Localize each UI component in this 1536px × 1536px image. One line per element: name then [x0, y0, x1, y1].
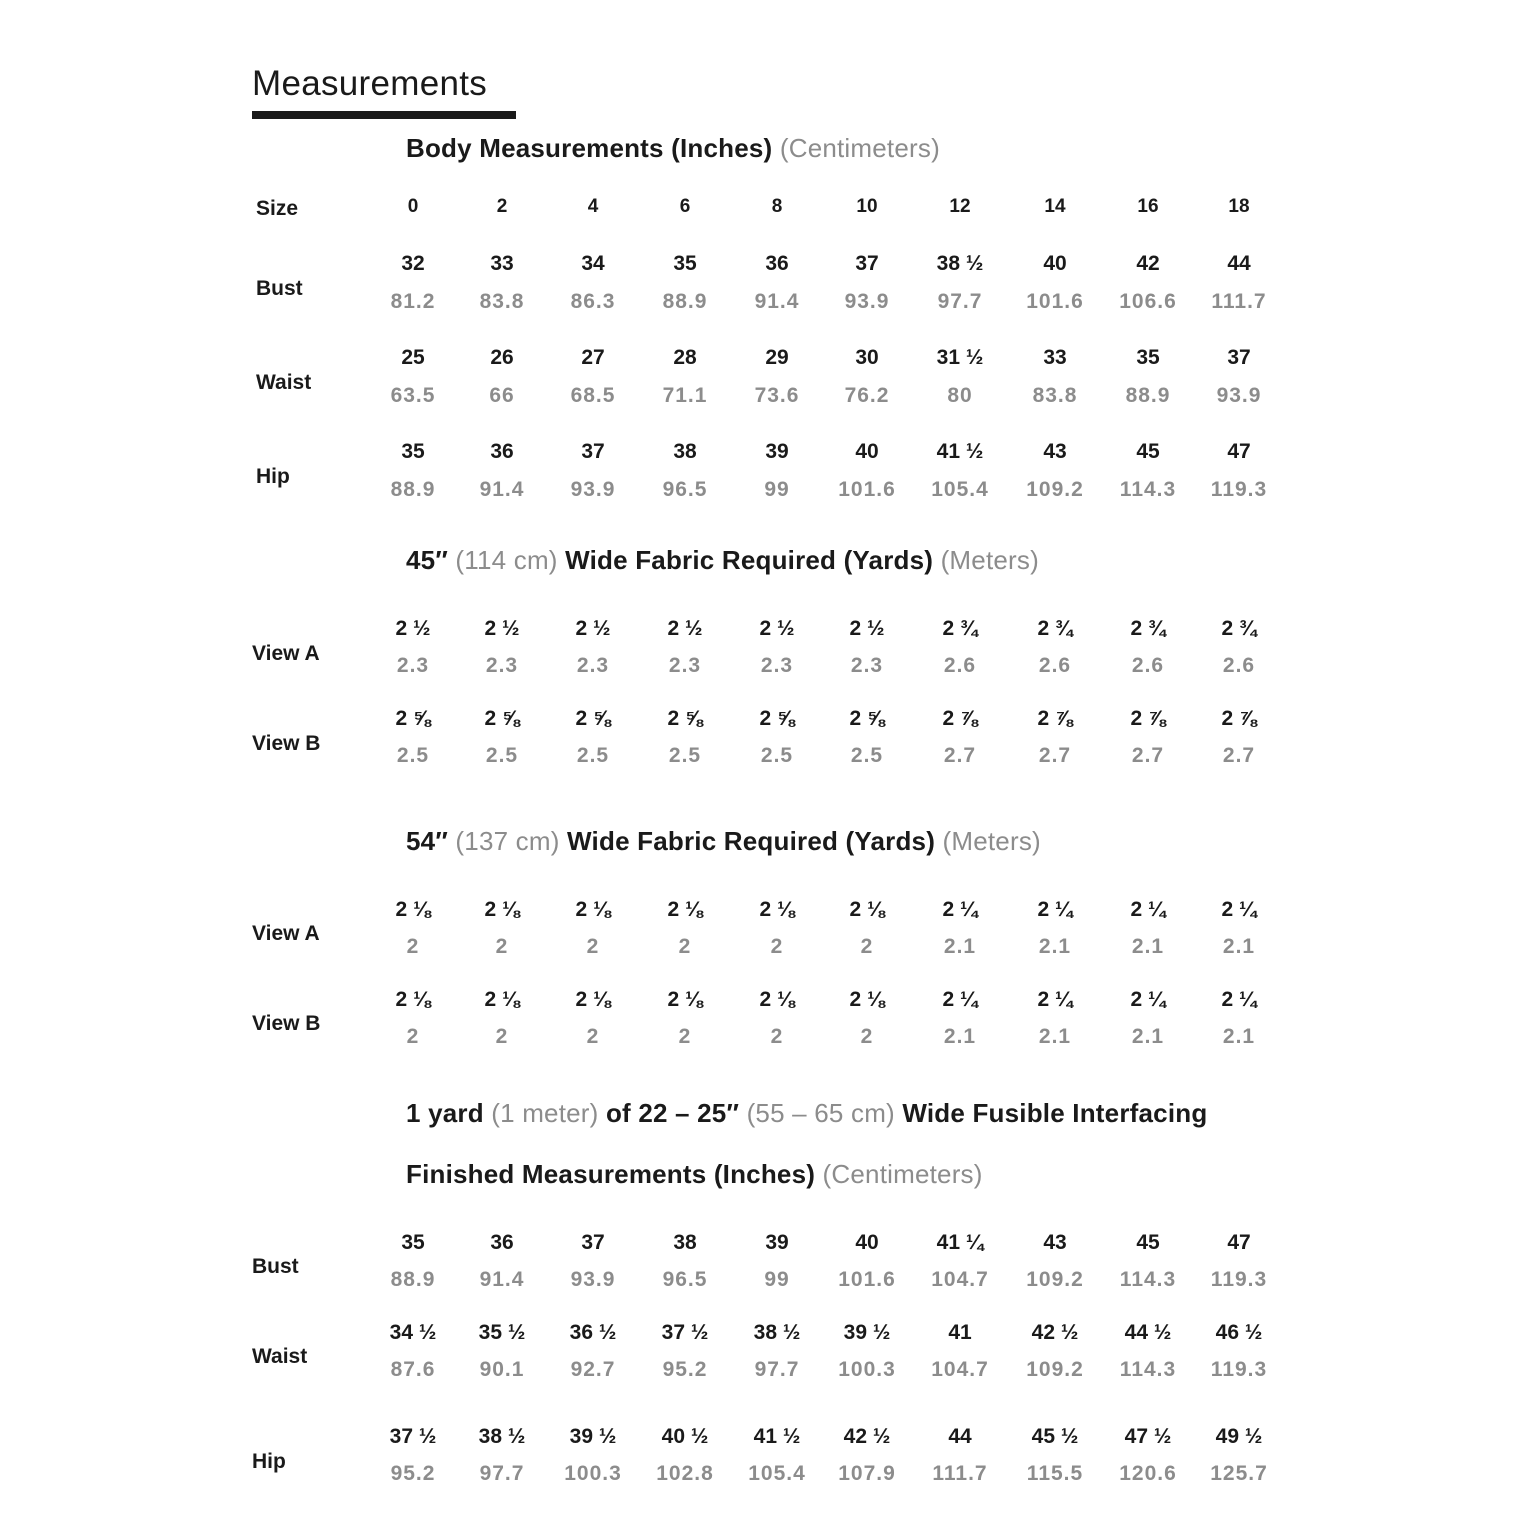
metric-value: 93.9	[570, 478, 616, 501]
imperial-value: 2 ¼	[1037, 988, 1073, 1011]
imperial-value: 47 ½	[1124, 1425, 1172, 1448]
imperial-value: 40	[1043, 252, 1067, 275]
metric-value: 2.7	[1038, 744, 1072, 767]
metric-value: 2.3	[396, 654, 430, 677]
row-label: View A	[252, 922, 320, 945]
metric-value: 66	[489, 384, 515, 407]
metric-value: 119.3	[1210, 1268, 1268, 1291]
imperial-value: 33	[1043, 346, 1067, 369]
metric-value: 68.5	[570, 384, 616, 407]
fabric-54-heading-text: Wide Fabric Required (Yards)	[567, 826, 936, 856]
fabric-45-heading-unit: (Meters)	[940, 545, 1039, 575]
imperial-value: 2 ¼	[1130, 988, 1166, 1011]
size-cell: 16	[1137, 196, 1159, 217]
imperial-value: 38	[673, 1231, 697, 1254]
imperial-value: 2 ¼	[1130, 898, 1166, 921]
imperial-value: 31 ½	[936, 346, 984, 369]
metric-value: 114.3	[1119, 1358, 1177, 1381]
metric-value: 2.6	[943, 654, 977, 677]
imperial-value: 2 ⅛	[575, 898, 611, 921]
metric-value: 76.2	[844, 384, 890, 407]
metric-value: 119.3	[1210, 1358, 1268, 1381]
size-cell: 14	[1044, 196, 1066, 217]
metric-value: 2.1	[1131, 935, 1165, 958]
imperial-value: 42 ½	[843, 1425, 891, 1448]
imperial-value: 2 ⅛	[484, 988, 520, 1011]
metric-value: 91.4	[479, 1268, 525, 1291]
metric-value: 88.9	[390, 1268, 436, 1291]
interfacing-width-metric: (55 – 65 cm)	[746, 1098, 895, 1128]
size-cell: 12	[949, 196, 971, 217]
imperial-value: 42	[1136, 252, 1160, 275]
imperial-value: 44 ½	[1124, 1321, 1172, 1344]
metric-value: 80	[947, 384, 973, 407]
imperial-value: 2 ¼	[1221, 898, 1257, 921]
body-measurements-heading-text: Body Measurements (Inches)	[406, 133, 773, 163]
imperial-value: 39 ½	[569, 1425, 617, 1448]
imperial-value: 2 ¾	[1037, 617, 1073, 640]
metric-value: 92.7	[570, 1358, 616, 1381]
metric-value: 2.6	[1038, 654, 1072, 677]
metric-value: 71.1	[662, 384, 708, 407]
metric-value: 109.2	[1026, 1358, 1084, 1381]
title-underline	[252, 111, 516, 119]
fabric-54-heading	[406, 826, 1041, 857]
metric-value: 2.1	[1038, 1025, 1072, 1048]
size-label: Size	[256, 197, 299, 220]
imperial-value: 2 ⅝	[484, 707, 520, 730]
size-cell: 6	[679, 196, 691, 217]
interfacing-amount-metric: (1 meter)	[491, 1098, 599, 1128]
imperial-value: 2 ¾	[1221, 617, 1257, 640]
metric-value: 95.2	[662, 1358, 708, 1381]
metric-value: 115.5	[1026, 1462, 1084, 1485]
metric-value: 2.5	[760, 744, 794, 767]
imperial-value: 2 ⅛	[849, 988, 885, 1011]
imperial-value: 2 ⅛	[484, 898, 520, 921]
imperial-value: 2 ⅞	[1130, 707, 1166, 730]
metric-value: 109.2	[1026, 478, 1084, 501]
metric-value: 83.8	[479, 290, 525, 313]
metric-value: 90.1	[479, 1358, 525, 1381]
metric-value: 2	[495, 1025, 509, 1048]
metric-value: 99	[764, 1268, 790, 1291]
imperial-value: 2 ⅛	[575, 988, 611, 1011]
size-cell: 10	[856, 196, 878, 217]
imperial-value: 37	[581, 1231, 605, 1254]
imperial-value: 37	[855, 252, 879, 275]
imperial-value: 41 ¼	[936, 1231, 984, 1254]
metric-value: 88.9	[662, 290, 708, 313]
body-measurements-heading-unit: (Centimeters)	[779, 133, 940, 163]
metric-value: 2	[860, 935, 874, 958]
metric-value: 99	[764, 478, 790, 501]
size-cell: 4	[587, 196, 599, 217]
imperial-value: 25	[401, 346, 425, 369]
imperial-value: 2 ½	[575, 617, 611, 640]
metric-value: 88.9	[390, 478, 436, 501]
metric-value: 2	[678, 1025, 692, 1048]
metric-value: 93.9	[844, 290, 890, 313]
imperial-value: 2 ⅛	[759, 898, 795, 921]
row-label: Hip	[252, 1450, 286, 1473]
metric-value: 2.5	[485, 744, 519, 767]
size-cell: 2	[496, 196, 508, 217]
metric-value: 2.7	[1222, 744, 1256, 767]
metric-value: 97.7	[754, 1358, 800, 1381]
fabric-54-width-cm: (137 cm)	[455, 826, 560, 856]
imperial-value: 36 ½	[569, 1321, 617, 1344]
imperial-value: 2 ¼	[942, 898, 978, 921]
imperial-value: 2 ⅝	[849, 707, 885, 730]
fabric-45-width-cm: (114 cm)	[455, 545, 558, 575]
imperial-value: 45	[1136, 1231, 1160, 1254]
imperial-value: 39	[765, 440, 789, 463]
imperial-value: 30	[855, 346, 879, 369]
imperial-value: 2 ⅛	[395, 988, 431, 1011]
imperial-value: 2 ½	[395, 617, 431, 640]
metric-value: 2	[406, 935, 420, 958]
imperial-value: 36	[765, 252, 789, 275]
interfacing-note	[406, 1098, 1207, 1129]
imperial-value: 27	[581, 346, 605, 369]
metric-value: 120.6	[1119, 1462, 1177, 1485]
metric-value: 100.3	[564, 1462, 622, 1485]
metric-value: 2.1	[1222, 1025, 1256, 1048]
metric-value: 100.3	[838, 1358, 896, 1381]
metric-value: 2.5	[396, 744, 430, 767]
metric-value: 105.4	[748, 1462, 806, 1485]
imperial-value: 42 ½	[1031, 1321, 1079, 1344]
interfacing-type: Wide Fusible Interfacing	[902, 1098, 1208, 1128]
imperial-value: 2 ⅛	[849, 898, 885, 921]
metric-value: 119.3	[1210, 478, 1268, 501]
metric-value: 97.7	[479, 1462, 525, 1485]
imperial-value: 2 ⅛	[395, 898, 431, 921]
metric-value: 91.4	[754, 290, 800, 313]
imperial-value: 36	[490, 1231, 514, 1254]
size-cell: 18	[1228, 196, 1250, 217]
metric-value: 95.2	[390, 1462, 436, 1485]
imperial-value: 41 ½	[753, 1425, 801, 1448]
metric-value: 73.6	[754, 384, 800, 407]
metric-value: 97.7	[937, 290, 983, 313]
imperial-value: 41 ½	[936, 440, 984, 463]
metric-value: 2.3	[576, 654, 610, 677]
imperial-value: 43	[1043, 1231, 1067, 1254]
metric-value: 87.6	[390, 1358, 436, 1381]
imperial-value: 41	[948, 1321, 972, 1344]
imperial-value: 47	[1227, 440, 1251, 463]
imperial-value: 2 ½	[667, 617, 703, 640]
metric-value: 2.1	[1222, 935, 1256, 958]
imperial-value: 2 ½	[759, 617, 795, 640]
size-cell: 0	[407, 196, 419, 217]
metric-value: 2.1	[943, 935, 977, 958]
metric-value: 114.3	[1119, 1268, 1177, 1291]
metric-value: 2.3	[668, 654, 702, 677]
imperial-value: 2 ¼	[942, 988, 978, 1011]
metric-value: 101.6	[838, 1268, 896, 1291]
metric-value: 109.2	[1026, 1268, 1084, 1291]
metric-value: 2.5	[576, 744, 610, 767]
size-cell: 8	[771, 196, 783, 217]
imperial-value: 2 ⅞	[1221, 707, 1257, 730]
metric-value: 81.2	[390, 290, 436, 313]
metric-value: 2.1	[1038, 935, 1072, 958]
metric-value: 96.5	[662, 478, 708, 501]
metric-value: 111.7	[1211, 290, 1267, 313]
finished-measurements-heading-unit: (Centimeters)	[822, 1159, 983, 1189]
imperial-value: 2 ⅞	[1037, 707, 1073, 730]
metric-value: 2	[678, 935, 692, 958]
metric-value: 2.7	[943, 744, 977, 767]
metric-value: 88.9	[1125, 384, 1171, 407]
fabric-45-heading	[406, 545, 1039, 576]
imperial-value: 45 ½	[1031, 1425, 1079, 1448]
row-label: View B	[252, 1012, 321, 1035]
metric-value: 63.5	[390, 384, 436, 407]
row-label: Waist	[256, 371, 312, 394]
imperial-value: 49 ½	[1215, 1425, 1263, 1448]
imperial-value: 32	[401, 252, 425, 275]
metric-value: 2.6	[1222, 654, 1256, 677]
metric-value: 91.4	[479, 478, 525, 501]
metric-value: 2.3	[485, 654, 519, 677]
metric-value: 125.7	[1210, 1462, 1268, 1485]
metric-value: 2	[770, 935, 784, 958]
imperial-value: 2 ¾	[1130, 617, 1166, 640]
metric-value: 93.9	[570, 1268, 616, 1291]
imperial-value: 35	[401, 1231, 425, 1254]
metric-value: 111.7	[932, 1462, 988, 1485]
metric-value: 2	[406, 1025, 420, 1048]
imperial-value: 26	[490, 346, 514, 369]
metric-value: 2.3	[760, 654, 794, 677]
imperial-value: 40	[855, 440, 879, 463]
fabric-45-heading-text: Wide Fabric Required (Yards)	[565, 545, 934, 575]
imperial-value: 37	[581, 440, 605, 463]
metric-value: 101.6	[1026, 290, 1084, 313]
imperial-value: 37 ½	[389, 1425, 437, 1448]
imperial-value: 39 ½	[843, 1321, 891, 1344]
row-label: View A	[252, 642, 320, 665]
imperial-value: 34 ½	[389, 1321, 437, 1344]
imperial-value: 45	[1136, 440, 1160, 463]
page-title: Measurements	[252, 64, 488, 103]
metric-value: 101.6	[838, 478, 896, 501]
imperial-value: 2 ¼	[1221, 988, 1257, 1011]
imperial-value: 35	[401, 440, 425, 463]
row-label: Waist	[252, 1345, 308, 1368]
metric-value: 114.3	[1119, 478, 1177, 501]
metric-value: 2.5	[668, 744, 702, 767]
imperial-value: 36	[490, 440, 514, 463]
imperial-value: 2 ½	[849, 617, 885, 640]
finished-measurements-heading	[406, 1159, 983, 1190]
imperial-value: 38 ½	[478, 1425, 526, 1448]
metric-value: 2.7	[1131, 744, 1165, 767]
interfacing-amount: 1 yard	[406, 1098, 484, 1128]
metric-value: 104.7	[931, 1358, 989, 1381]
imperial-value: 2 ⅝	[575, 707, 611, 730]
imperial-value: 34	[581, 252, 605, 275]
interfacing-width: of 22 – 25″	[605, 1098, 740, 1128]
row-label: View B	[252, 732, 321, 755]
body-measurements-heading	[406, 133, 940, 164]
metric-value: 2.3	[850, 654, 884, 677]
imperial-value: 35 ½	[478, 1321, 526, 1344]
imperial-value: 37	[1227, 346, 1251, 369]
imperial-value: 29	[765, 346, 789, 369]
imperial-value: 2 ⅝	[759, 707, 795, 730]
imperial-value: 33	[490, 252, 514, 275]
metric-value: 83.8	[1032, 384, 1078, 407]
finished-measurements-heading-text: Finished Measurements (Inches)	[406, 1159, 816, 1189]
imperial-value: 2 ⅝	[667, 707, 703, 730]
metric-value: 105.4	[931, 478, 989, 501]
fabric-54-heading-unit: (Meters)	[942, 826, 1041, 856]
imperial-value: 2 ⅞	[942, 707, 978, 730]
imperial-value: 46 ½	[1215, 1321, 1263, 1344]
metric-value: 2.6	[1131, 654, 1165, 677]
imperial-value: 40	[855, 1231, 879, 1254]
imperial-value: 35	[1136, 346, 1160, 369]
imperial-value: 2 ⅝	[395, 707, 431, 730]
imperial-value: 2 ⅛	[759, 988, 795, 1011]
fabric-45-width: 45″	[406, 545, 448, 575]
metric-value: 104.7	[931, 1268, 989, 1291]
metric-value: 2.5	[850, 744, 884, 767]
imperial-value: 35	[673, 252, 697, 275]
metric-value: 93.9	[1216, 384, 1262, 407]
metric-value: 2	[860, 1025, 874, 1048]
metric-value: 107.9	[838, 1462, 896, 1485]
imperial-value: 2 ⅛	[667, 898, 703, 921]
row-label: Bust	[256, 277, 303, 300]
metric-value: 2	[586, 935, 600, 958]
metric-value: 2	[495, 935, 509, 958]
metric-value: 2.1	[943, 1025, 977, 1048]
metric-value: 106.6	[1119, 290, 1177, 313]
imperial-value: 2 ¼	[1037, 898, 1073, 921]
metric-value: 2	[586, 1025, 600, 1048]
imperial-value: 2 ¾	[942, 617, 978, 640]
metric-value: 2	[770, 1025, 784, 1048]
imperial-value: 44	[948, 1425, 972, 1448]
imperial-value: 43	[1043, 440, 1067, 463]
metric-value: 102.8	[656, 1462, 714, 1485]
imperial-value: 2 ½	[484, 617, 520, 640]
metric-value: 2.1	[1131, 1025, 1165, 1048]
imperial-value: 38	[673, 440, 697, 463]
imperial-value: 40 ½	[661, 1425, 709, 1448]
metric-value: 86.3	[570, 290, 616, 313]
metric-value: 96.5	[662, 1268, 708, 1291]
imperial-value: 44	[1227, 252, 1251, 275]
row-label: Bust	[252, 1255, 299, 1278]
row-label: Hip	[256, 465, 290, 488]
fabric-54-width: 54″	[406, 826, 448, 856]
imperial-value: 38 ½	[753, 1321, 801, 1344]
imperial-value: 38 ½	[936, 252, 984, 275]
imperial-value: 37 ½	[661, 1321, 709, 1344]
imperial-value: 39	[765, 1231, 789, 1254]
imperial-value: 28	[673, 346, 697, 369]
imperial-value: 2 ⅛	[667, 988, 703, 1011]
imperial-value: 47	[1227, 1231, 1251, 1254]
